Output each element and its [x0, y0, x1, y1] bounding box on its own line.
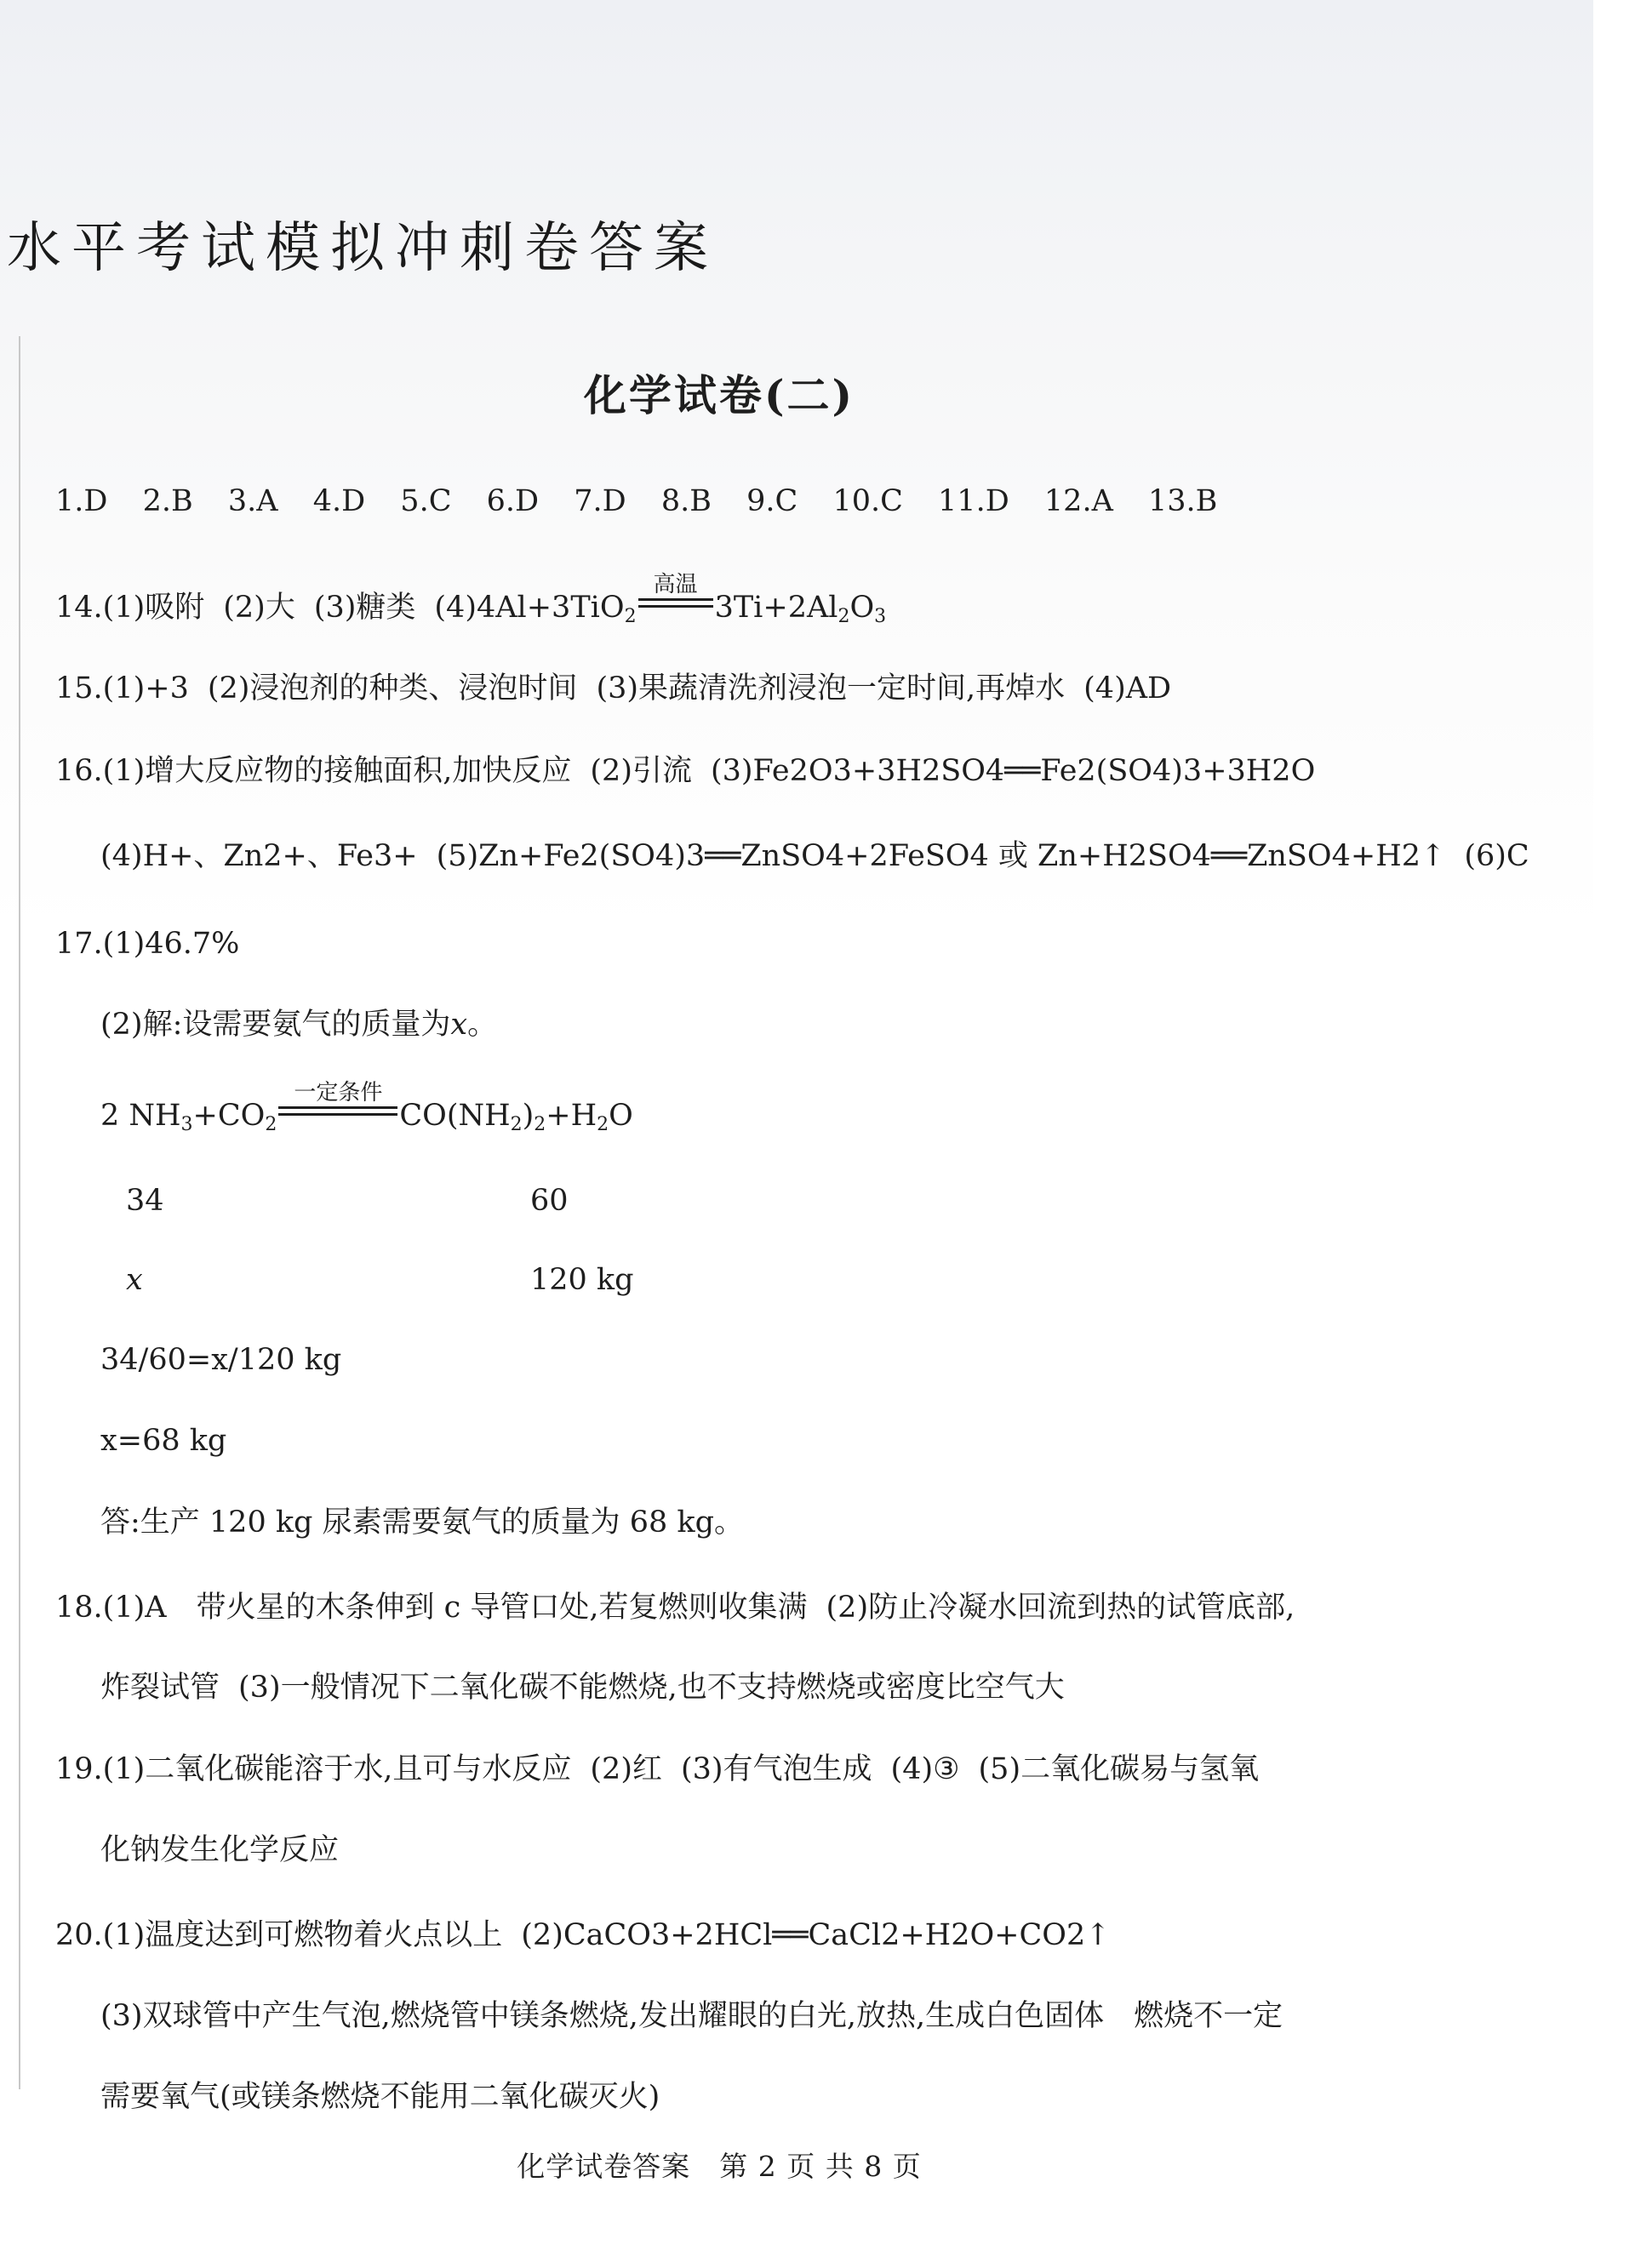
q20-part1: (1)温度达到可燃物着火点以上 — [102, 1918, 503, 1952]
mcq-answer: 1.D — [55, 484, 108, 518]
question-number: 18. — [55, 1591, 103, 1625]
q17-variable: x — [450, 1008, 468, 1042]
q14-line — [55, 571, 887, 628]
question-number: 19. — [55, 1752, 103, 1786]
q16-part2: (2)引流 — [590, 754, 692, 788]
q14-part4: (4)4Al+3TiO$_2$ 高温 $3Ti+2Al_2O_3$ — [434, 571, 887, 627]
q19-part3: (3)有气泡生成 — [680, 1752, 872, 1786]
mcq-answer: 13.B — [1147, 484, 1218, 518]
question-number: 20. — [55, 1918, 103, 1952]
mcq-answer: 12.A — [1043, 484, 1113, 518]
mcq-answer: 9.C — [746, 484, 798, 518]
q14-part2: (2)大 — [223, 591, 295, 625]
mcq-answer: 2.B — [142, 484, 193, 518]
q16-part3: (3)Fe2O3+3H2SO4══Fe2(SO4)3+3H2O — [710, 754, 1316, 788]
q15-part4: (4)AD — [1083, 671, 1172, 706]
mcq-answer: 5.C — [400, 484, 452, 518]
q19-part5: (5)二氧化碳易与氢氧 — [978, 1752, 1260, 1786]
q20-line2: (3)双球管中产生气泡,燃烧管中镁条燃烧,发出耀眼的白光,放热,生成白色固体 燃烧不一定 — [100, 1999, 1283, 2033]
reaction-condition: 一定条件 — [294, 1079, 383, 1105]
q18-part3: (3)一般情况下二氧化碳不能燃烧,也不支持燃烧或密度比空气大 — [238, 1671, 1065, 1705]
question-number: 15. — [55, 671, 103, 706]
question-number: 14. — [55, 591, 103, 625]
q17-unknown: x — [126, 1263, 143, 1297]
reaction-equals-sign — [278, 1079, 397, 1125]
q17-mass-urea: 60 — [530, 1184, 569, 1218]
q19-part4: (4)③ — [890, 1752, 960, 1786]
page-footer: 化学试卷答案 第 2 页 共 8 页 — [517, 2150, 922, 2183]
q20-part2: (2)CaCO3+2HCl══CaCl2+H2O+CO2↑ — [521, 1918, 1111, 1952]
question-number: 16. — [55, 754, 103, 788]
paper-title: 化学试卷(二) — [583, 370, 855, 420]
q17-mass-nh3: 34 — [126, 1184, 164, 1218]
q17-molar-masses — [100, 1183, 569, 1219]
q16-part6: (6)C — [1464, 839, 1529, 873]
q16-part5: (5)Zn+Fe2(SO4)3══ZnSO4+2FeSO4 或 Zn+H2SO4══ZnSO4+H2↑ — [436, 839, 1446, 873]
q17-part1: (1)46.7% — [102, 927, 240, 961]
q18-part1: (1)A 带火星的木条伸到 c 导管口处,若复燃则收集满 — [102, 1591, 808, 1625]
q19-part1: (1)二氧化碳能溶于水,且可与水反应 — [102, 1752, 572, 1786]
mcq-answer: 10.C — [832, 484, 903, 518]
q16-line1 — [55, 753, 1315, 789]
binding-margin-line — [19, 336, 20, 2089]
reaction-equals-sign — [638, 571, 713, 617]
q17-equation: 2 $NH_3+CO_2$ 一定条件 $CO(NH_2)_2+H_2O$ — [100, 1079, 633, 1135]
q15-line — [55, 671, 1171, 706]
mcq-answer: 8.B — [660, 484, 712, 518]
q20-line3: 需要氧气(或镁条燃烧不能用二氧化碳灭火) — [100, 2080, 660, 2114]
q16-line2 — [100, 838, 1529, 874]
q17-line1 — [55, 926, 239, 962]
q18-part2-cont: 炸裂试管 — [100, 1671, 220, 1705]
q19-part2: (2)红 — [590, 1752, 662, 1786]
mcq-answer: 11.D — [938, 484, 1009, 518]
q14-part3: (3)糖类 — [313, 591, 416, 625]
q19-line1 — [55, 1751, 1259, 1787]
q15-part2: (2)浸泡剂的种类、浸泡时间 — [207, 671, 578, 706]
q17-answer: 答:生产 120 kg 尿素需要氨气的质量为 68 kg。 — [100, 1505, 744, 1540]
mcq-answer: 3.A — [227, 484, 278, 518]
q18-line1 — [55, 1590, 1295, 1625]
reaction-condition: 高温 — [653, 571, 698, 597]
header-title: 水平考试模拟冲刺卷答案 — [7, 217, 718, 280]
q14-part1: (1)吸附 — [102, 591, 205, 625]
q16-part4: (4)H+、Zn2+、Fe3+ — [100, 839, 418, 873]
mcq-answer: 4.D — [312, 484, 366, 518]
q16-part1: (1)增大反应物的接触面积,加快反应 — [102, 754, 572, 788]
q20-line1 — [55, 1917, 1111, 1953]
q17-masses — [100, 1262, 634, 1298]
q18-line2 — [100, 1670, 1065, 1705]
mcq-answer: 7.D — [574, 484, 626, 518]
q18-part2: (2)防止冷凝水回流到热的试管底部, — [826, 1591, 1295, 1625]
mcq-answer: 6.D — [486, 484, 540, 518]
question-number: 17. — [55, 927, 103, 961]
q15-part1: (1)+3 — [102, 671, 189, 706]
q15-part3: (3)果蔬清洗剂浸泡一定时间,再焯水 — [596, 671, 1066, 706]
q17-result: x=68 kg — [100, 1424, 227, 1458]
q17-known-mass: 120 kg — [530, 1263, 634, 1297]
mcq-answers — [55, 483, 1243, 519]
q17-part2: (2)解:设需要氨气的质量为 — [100, 1008, 451, 1042]
q17-line2: (2)解:设需要氨气的质量为x。 — [100, 1008, 498, 1042]
q17-ratio: 34/60=x/120 kg — [100, 1343, 342, 1377]
q19-line2: 化钠发生化学反应 — [100, 1833, 340, 1867]
